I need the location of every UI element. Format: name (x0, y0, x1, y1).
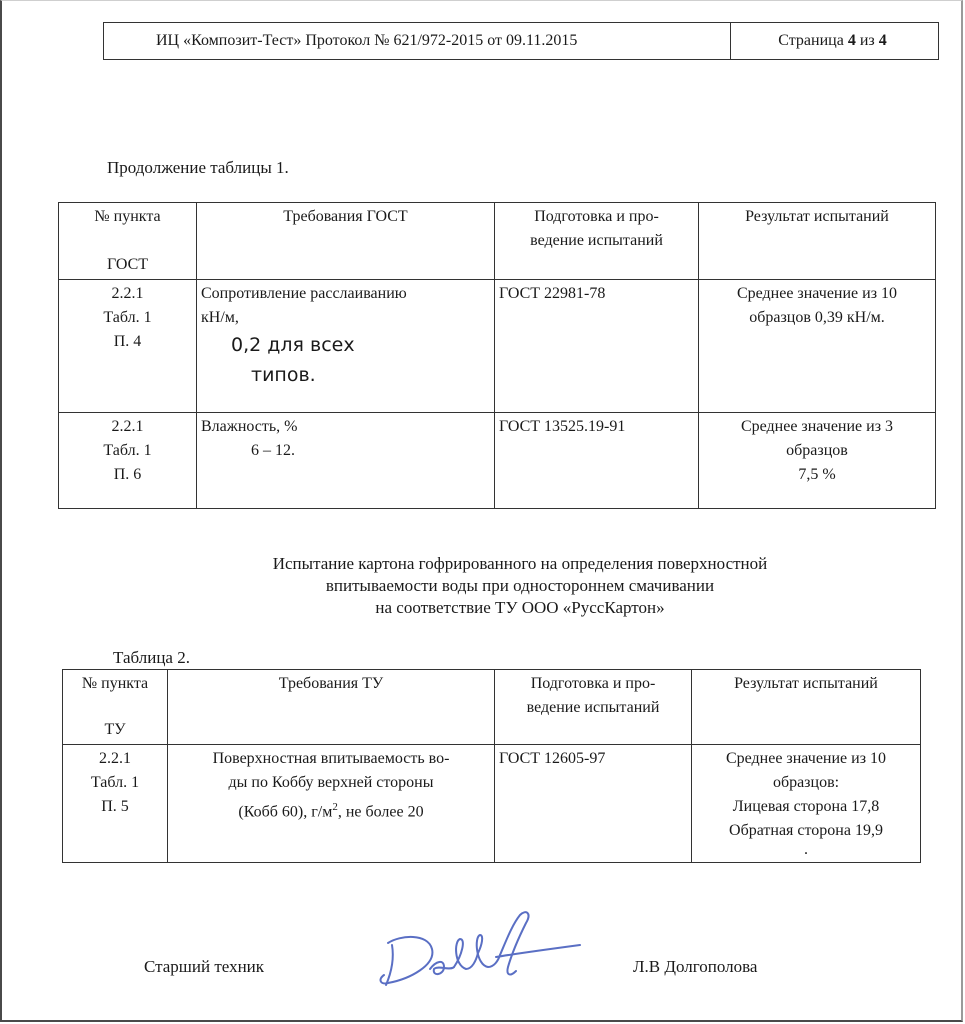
page-total: 4 (878, 32, 887, 49)
method-cell: ГОСТ 12605-97 (495, 745, 692, 863)
table-1 (58, 202, 936, 509)
section-title: Испытание картона гофрированного на определения поверхностной впитываемости воды при одностороннем смачивании на соответствие ТУ ООО «РуссКартон» (272, 554, 768, 617)
table1-header-req: Требования ГОСТ (197, 203, 495, 280)
method-cell: ГОСТ 22981-78 (495, 280, 699, 413)
method-cell: ГОСТ 13525.19-91 (495, 413, 699, 509)
page-number (731, 23, 938, 59)
result-cell: Среднее значение из 10 образцов: Лицевая сторона 17,8 Обратная сторона 19,9 . (692, 745, 921, 863)
table1-header-method: Подготовка и про- ведение испытаний (495, 203, 699, 280)
signer-name: Л.В Долгополова (633, 957, 758, 976)
page-of: из (859, 32, 875, 49)
table1-header-result: Результат испытаний (699, 203, 936, 280)
table2-header-row (63, 670, 921, 745)
point-cell: 2.2.1 Табл. 1 П. 5 (63, 745, 168, 863)
point-cell: 2.2.1 Табл. 1 П. 6 (59, 413, 197, 509)
table2-header-method: Подготовка и про- ведение испытаний (495, 670, 692, 745)
table1-header-point: № пункта ГОСТ (59, 203, 197, 280)
table1-header-row (59, 203, 936, 280)
signer-position: Старший техник (144, 957, 265, 976)
table2-caption: Таблица 2. (113, 648, 190, 667)
table2-header-point: № пункта ТУ (63, 670, 168, 745)
result-cell: Среднее значение из 10 образцов 0,39 кН/м. (699, 280, 936, 413)
requirement-cell: Влажность, % 6 – 12. (197, 413, 495, 509)
table2-header-req: Требования ТУ (168, 670, 495, 745)
table-row (59, 413, 936, 509)
point-cell: 2.2.1 Табл. 1 П. 4 (59, 280, 197, 413)
requirement-cell: Сопротивление расслаиванию кН/м, 0,2 для всех типов. (197, 280, 495, 413)
table-2 (62, 669, 921, 863)
table-row (63, 745, 921, 863)
document-header (103, 22, 939, 60)
table-row (59, 280, 936, 413)
table2-header-result: Результат испытаний (692, 670, 921, 745)
result-cell: Среднее значение из 3 образцов 7,5 % (699, 413, 936, 509)
requirement-cell: Поверхностная впитываемость во- ды по Коббу верхней стороны (Кобб 60), $г/м^2$, не более 20 (168, 745, 495, 863)
handwritten-signature (370, 905, 590, 995)
table1-caption: Продолжение таблицы 1. (107, 158, 289, 177)
page-current: 4 (847, 32, 856, 49)
page-label: Страница (778, 32, 844, 49)
protocol-title: ИЦ «Композит-Тест» Протокол № 621/972-2015 от 09.11.2015 (104, 23, 731, 59)
